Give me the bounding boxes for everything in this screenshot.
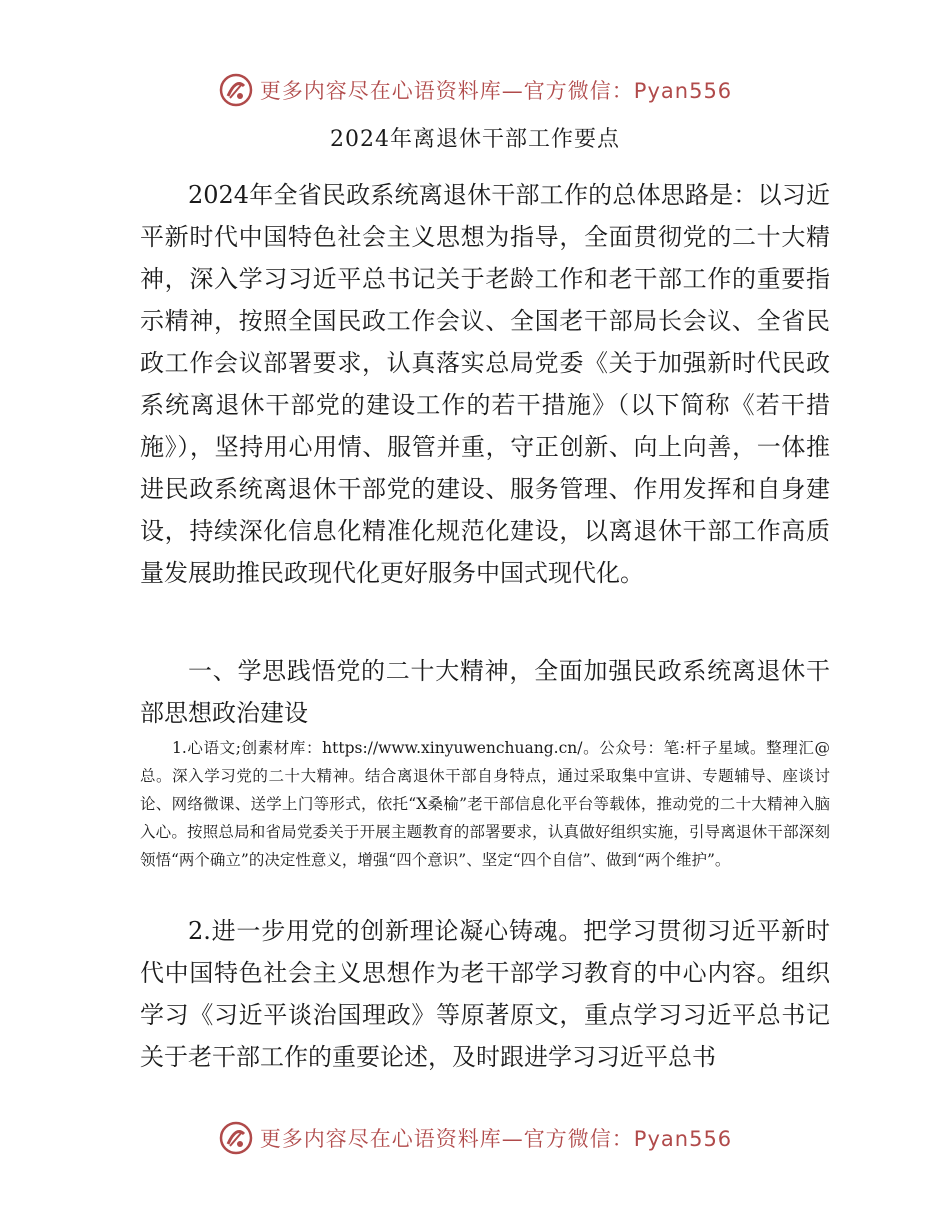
seal-logo-icon xyxy=(218,1120,254,1156)
section-heading-text: 一、学思践悟党的二十大精神，全面加强民政系统离退休干部思想政治建设 xyxy=(140,657,830,727)
watermark-text: 更多内容尽在心语资料库—官方微信：Pyan556 xyxy=(259,79,733,103)
list-item-1 xyxy=(140,734,830,874)
list-item-2 xyxy=(140,910,830,1078)
footer-watermark-banner xyxy=(0,1118,950,1158)
document-title: 2024年离退休干部工作要点 xyxy=(330,127,620,152)
intro-text: 2024年全省民政系统离退休干部工作的总体思路是：以习近平新时代中国特色社会主义思想为指导，全面贯彻党的二十大精神，深入学习习近平总书记关于老龄工作和老干部工作的重要指示精神，按照全国民政工作会议、全国老干部局长会议、全省民政工作会议部署要求，认真落实总局党委《关于加强新时代民政系统离退休干部党的建设工作的若干措施》（以下简称《若干措施》），坚持用心用情、服管并重，守正创新、向上向善，一体推进民政系统离退休干部党的建设、服务管理、作用发挥和自身建设，持续深化信息化精准化规范化建设，以离退休干部工作高质量发展助推民政现代化更好服务中国式现代化。 xyxy=(140,181,830,587)
list-item-1-text: 1.心语文;创素材库：https://www.xinyuwenchuang.cn/。公众号：笔:杆子星域。整理汇@总。深入学习党的二十大精神。结合离退休干部自身特点，通过采取集中宣讲、专题辅导、座谈讨论、网络微课、送学上门等形式，依托“X桑榆”老干部信息化平台等载体，推动党的二十大精神入脑入心。按照总局和省局党委关于开展主题教育的部署要求，认真做好组织实施，引导离退休干部深刻领悟“两个确立”的决定性意义，增强“四个意识”、坚定“四个自信”、做到“两个维护”。 xyxy=(140,739,830,869)
section-heading-1 xyxy=(140,650,830,734)
seal-logo-icon xyxy=(218,72,254,108)
intro-paragraph xyxy=(140,174,830,594)
watermark-text: 更多内容尽在心语资料库—官方微信：Pyan556 xyxy=(259,1127,733,1151)
list-item-2-text: 2.进一步用党的创新理论凝心铸魂。把学习贯彻习近平新时代中国特色社会主义思想作为老干部学习教育的中心内容。组织学习《习近平谈治国理政》等原著原文，重点学习习近平总书记关于老干部工作的重要论述，及时跟进学习习近平总书 xyxy=(140,917,830,1071)
header-watermark-banner xyxy=(0,70,950,110)
